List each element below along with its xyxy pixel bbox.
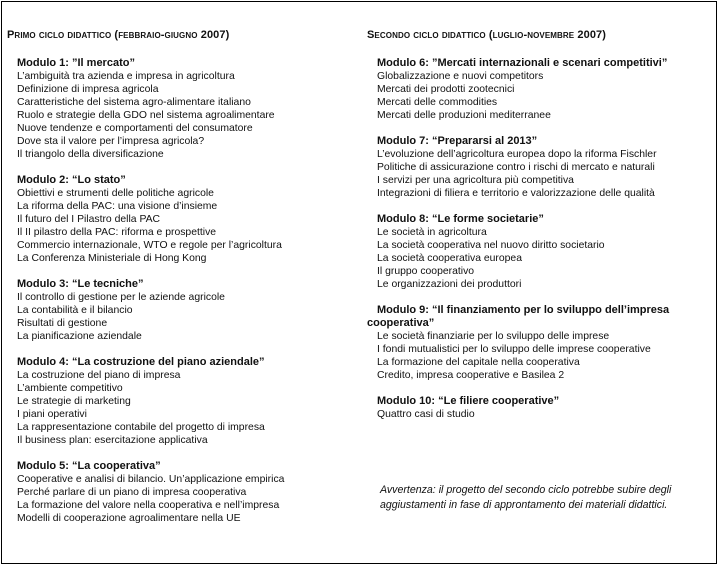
module-title: Modulo 5: “La cooperativa” xyxy=(17,460,161,472)
topic-list xyxy=(7,291,357,343)
module-9 xyxy=(367,304,717,382)
topic-item: La rappresentazione contabile del progetto di impresa xyxy=(17,422,265,433)
topic-item: La riforma della PAC: una visione d’insieme xyxy=(17,201,218,212)
topic-item: Nuove tendenze e comportamenti del consumatore xyxy=(17,123,253,134)
topic-item: Politiche di assicurazione contro i rischi di mercato e naturali xyxy=(377,162,655,173)
topic-item: I piani operativi xyxy=(17,409,87,420)
topic-list xyxy=(7,70,357,161)
module-2 xyxy=(7,174,357,265)
topic-item: Le organizzazioni dei produttori xyxy=(377,279,522,290)
topic-item: Il gruppo cooperativo xyxy=(377,266,475,277)
topic-list xyxy=(367,226,717,291)
module-8 xyxy=(367,213,717,291)
first-cycle-column xyxy=(7,28,357,538)
topic-item: Modelli di cooperazione agroalimentare nella UE xyxy=(17,513,241,524)
topic-item: Mercati delle commodities xyxy=(377,97,498,108)
module-title: Modulo 1: ”Il mercato” xyxy=(17,57,135,69)
module-4 xyxy=(7,356,357,447)
topic-item: Le società finanziarie per lo sviluppo delle imprese xyxy=(377,331,610,342)
topic-item: Il triangolo della diversificazione xyxy=(17,149,164,160)
topic-item: Credito, impresa cooperative e Basilea 2 xyxy=(377,370,565,381)
topic-item: La pianificazione aziendale xyxy=(17,331,142,342)
topic-item: Caratteristiche del sistema agro-alimentare italiano xyxy=(17,97,251,108)
module-5 xyxy=(7,460,357,525)
topic-item: Definizione di impresa agricola xyxy=(17,84,159,95)
topic-list xyxy=(367,408,717,421)
topic-list xyxy=(7,473,357,525)
module-title: Modulo 7: “Prepararsi al 2013” xyxy=(377,135,538,147)
module-title: Modulo 10: “Le filiere cooperative” xyxy=(377,395,560,407)
topic-item: La società cooperativa europea xyxy=(377,253,522,264)
topic-item: La formazione del valore nella cooperativa e nell’impresa xyxy=(17,500,280,511)
module-7 xyxy=(367,135,717,200)
module-title: Modulo 4: “La costruzione del piano aziendale” xyxy=(17,356,265,368)
program-box xyxy=(1,1,717,564)
second-cycle-heading: Secondo ciclo didattico (luglio-novembre 2007) xyxy=(367,29,607,41)
topic-item: Mercati dei prodotti zootecnici xyxy=(377,84,515,95)
topic-item: I fondi mutualistici per lo sviluppo delle imprese cooperative xyxy=(377,344,651,355)
topic-item: Quattro casi di studio xyxy=(377,409,475,420)
topic-item: Il II pilastro della PAC: riforma e prospettive xyxy=(17,227,217,238)
topic-item: Perché parlare di un piano di impresa cooperativa xyxy=(17,487,247,498)
topic-item: Dove sta il valore per l’impresa agricola? xyxy=(17,136,205,147)
topic-item: Ruolo e strategie della GDO nel sistema agroalimentare xyxy=(17,110,275,121)
topic-item: Il business plan: esercitazione applicativa xyxy=(17,435,208,446)
topic-item: Cooperative e analisi di bilancio. Un’applicazione empirica xyxy=(17,474,285,485)
topic-item: Commercio internazionale, WTO e regole per l’agricoltura xyxy=(17,240,282,251)
topic-list xyxy=(7,369,357,447)
module-1 xyxy=(7,57,357,161)
topic-list xyxy=(367,330,717,382)
disclaimer-note: Avvertenza: il progetto del secondo ciclo potrebbe subire degli aggiustamenti in fase di approntamento dei materiali didattici. xyxy=(380,484,672,511)
topic-item: La società cooperativa nel nuovo diritto societario xyxy=(377,240,605,251)
topic-item: La contabilità e il bilancio xyxy=(17,305,133,316)
topic-item: Le strategie di marketing xyxy=(17,396,131,407)
first-cycle-heading: Primo ciclo didattico (febbraio-giugno 2007) xyxy=(7,29,230,41)
topic-item: La formazione del capitale nella cooperativa xyxy=(377,357,580,368)
module-title: Modulo 9: “Il finanziamento per lo sviluppo dell’impresa cooperativa” xyxy=(367,304,670,329)
module-title: Modulo 2: “Lo stato” xyxy=(17,174,126,186)
module-title: Modulo 8: “Le forme societarie” xyxy=(377,213,544,225)
topic-item: Risultati di gestione xyxy=(17,318,108,329)
topic-item: Il futuro del I Pilastro della PAC xyxy=(17,214,161,225)
topic-item: Globalizzazione e nuovi competitors xyxy=(377,71,544,82)
second-cycle-column xyxy=(367,28,717,434)
topic-item: Mercati delle produzioni mediterranee xyxy=(377,110,551,121)
module-title: Modulo 6: ”Mercati internazionali e scenari competitivi” xyxy=(377,57,668,69)
topic-item: I servizi per una agricoltura più competitiva xyxy=(377,175,574,186)
topic-list xyxy=(367,148,717,200)
topic-item: L’ambiguità tra azienda e impresa in agricoltura xyxy=(17,71,235,82)
topic-item: La costruzione del piano di impresa xyxy=(17,370,181,381)
topic-item: Il controllo di gestione per le aziende agricole xyxy=(17,292,225,303)
topic-item: L’evoluzione dell’agricoltura europea dopo la riforma Fischler xyxy=(377,149,657,160)
module-6 xyxy=(367,57,717,122)
topic-list xyxy=(7,187,357,265)
topic-list xyxy=(367,70,717,122)
topic-item: Obiettivi e strumenti delle politiche agricole xyxy=(17,188,214,199)
module-10 xyxy=(367,395,717,421)
topic-item: L’ambiente competitivo xyxy=(17,383,123,394)
topic-item: Integrazioni di filiera e territorio e valorizzazione delle qualità xyxy=(377,188,655,199)
topic-item: Le società in agricoltura xyxy=(377,227,487,238)
module-3 xyxy=(7,278,357,343)
module-title: Modulo 3: “Le tecniche” xyxy=(17,278,144,290)
topic-item: La Conferenza Ministeriale di Hong Kong xyxy=(17,253,207,264)
